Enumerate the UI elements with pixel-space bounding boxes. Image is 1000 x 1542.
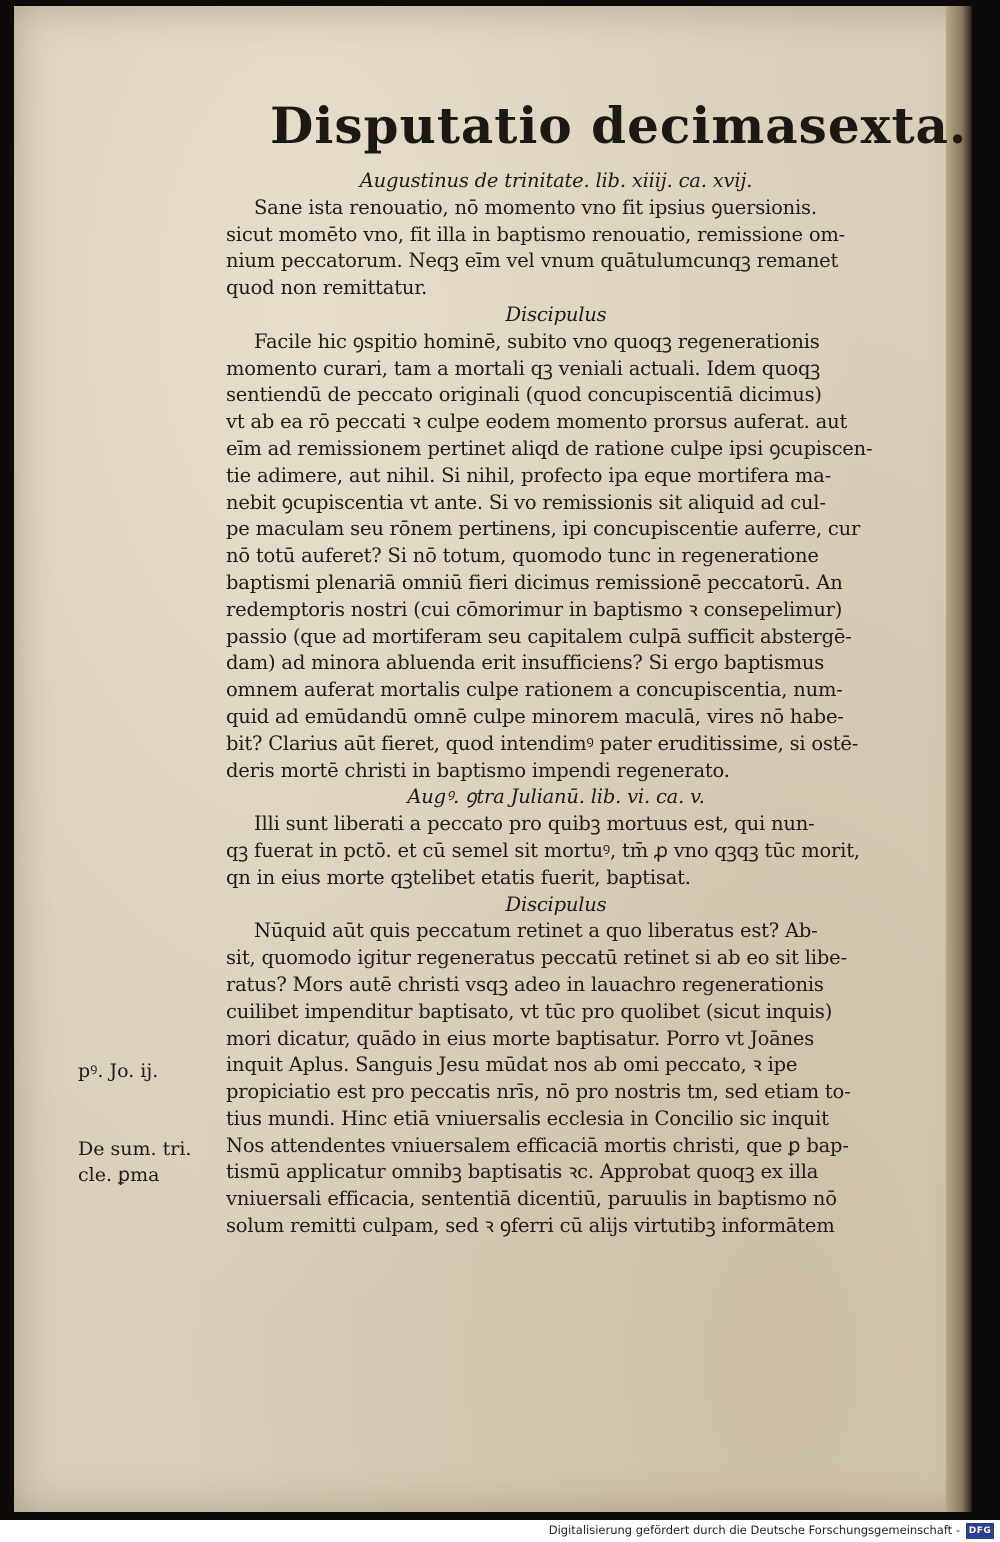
- text-line: dam) ad minora abluenda erit insufficiens? Si ergo baptismus: [226, 651, 825, 675]
- text-line: omnem auferat mortalis culpe rationem a concupiscentia, num-: [226, 678, 843, 702]
- text-line: tie adimere, aut nihil. Si nihil, profecto ipa eque mortifera ma-: [226, 463, 832, 487]
- text-line: redemptoris nostri (cui cōmorimur in baptismo ꝛ consepelimur): [226, 597, 843, 621]
- text-line: propiciatio est pro peccatis nrīs, nō pro nostris tm, sed etiam to-: [226, 1080, 851, 1104]
- text-line: bit? Clarius aūt fieret, quod intendimꝰ pater eruditissime, si ostē-: [226, 731, 859, 755]
- dfg-logo-icon: DFG: [966, 1523, 994, 1539]
- text-line: Nos attendentes vniuersalem efficaciā mortis christi, que ꝑ bap-: [226, 1133, 849, 1157]
- text-line: Sane ista renouatio, nō momento vno fit ipsius ꝯuersionis.: [254, 195, 817, 219]
- text-line: Facile hic ꝯspitio hominē, subito vno quoqꝫ regenerationis: [254, 329, 820, 353]
- text-line: tius mundi. Hinc etiā vniuersalis ecclesia in Concilio sic inquit: [226, 1106, 829, 1130]
- source-citation: Augꝰ. ꝯtra Julianū. lib. vi. ca. v.: [407, 785, 705, 809]
- text-line: sicut momēto vno, fit illa in baptismo renouatio, remissione om-: [226, 222, 846, 246]
- text-line: vt ab ea rō peccati ꝛ culpe eodem momento prorsus auferat. aut: [226, 410, 848, 434]
- text-line: nebit ꝯcupiscentia vt ante. Si vo remissionis sit aliquid ad cul-: [226, 490, 826, 514]
- text-line: eīm ad remissionem pertinet aliqd de ratione culpe ipsi ꝯcupiscen-: [226, 436, 873, 460]
- text-line: pe maculam seu rōnem pertinens, ipi concupiscentie auferre, cur: [226, 517, 861, 541]
- speaker-heading: Discipulus: [505, 302, 607, 326]
- text-line: nium peccatorum. Neqꝫ eīm vel vnum quātulumcunqꝫ remanet: [226, 249, 839, 273]
- text-line: passio (que ad mortiferam seu capitalem culpā sufficit abstergē-: [226, 624, 852, 648]
- text-line: Illi sunt liberati a peccato pro quibꝫ mortuus est, qui nun-: [254, 812, 815, 836]
- text-line: Nūquid aūt quis peccatum retinet a quo liberatus est? Ab-: [254, 919, 818, 943]
- text-line: sit, quomodo igitur regeneratus peccatū retinet si ab eo sit libe-: [226, 946, 847, 970]
- funding-credit: Digitalisierung gefördert durch die Deutsche Forschungsgemeinschaft -: [548, 1523, 960, 1537]
- page-title: Disputatio decimasexta.: [270, 96, 968, 155]
- main-text: [226, 168, 886, 1240]
- text-line: tismū applicatur omnibꝫ baptisatis ꝛc. Approbat quoqꝫ ex illa: [226, 1160, 819, 1184]
- text-line: vniuersali efficacia, sententiā dicentiū, paruulis in baptismo nō: [226, 1187, 837, 1211]
- speaker-heading: Discipulus: [505, 892, 607, 916]
- page-gutter: [946, 6, 972, 1512]
- text-line: deris mortē christi in baptismo impendi regenerato.: [226, 758, 730, 782]
- text-line: qn in eius morte qꝫtelibet etatis fuerit, baptisat.: [226, 865, 691, 889]
- text-line: nō totū auferet? Si nō totum, quomodo tunc in regeneratione: [226, 544, 819, 568]
- text-line: ratus? Mors autē christi vsqꝫ adeo in lauachro regenerationis: [226, 972, 824, 996]
- text-line: cuilibet impenditur baptisato, vt tūc pro quolibet (sicut inquis): [226, 999, 833, 1023]
- text-line: inquit Aplus. Sanguis Jesu mūdat nos ab omi peccato, ꝛ ipe: [226, 1053, 798, 1077]
- text-line: quid ad emūdandū omnē culpe minorem maculā, vires nō habe-: [226, 704, 844, 728]
- margin-note: pꝰ. Jo. ij.: [78, 1060, 159, 1082]
- text-line: sentiendū de peccato originali (quod concupiscentiā dicimus): [226, 383, 822, 407]
- text-line: baptismi plenariā omniū fieri dicimus remissionē peccatorū. An: [226, 570, 843, 594]
- margin-note: [78, 1136, 191, 1188]
- text-line: momento curari, tam a mortali qꝫ veniali actuali. Idem quoqꝫ: [226, 356, 821, 380]
- text-line: solum remitti culpam, sed ꝛ ꝯferri cū alijs virtutibꝫ informātem: [226, 1214, 835, 1238]
- source-citation: Augustinus de trinitate. lib. xiiij. ca. xvij.: [359, 169, 753, 192]
- footer-bar: [0, 1520, 1000, 1542]
- margin-note-line: De sum. tri.: [78, 1138, 192, 1160]
- text-line: quod non remittatur.: [226, 276, 428, 300]
- text-line: mori dicatur, quādo in eius morte baptisatur. Porro vt Joānes: [226, 1026, 815, 1050]
- margin-note-line: cle. ꝑma: [78, 1164, 160, 1186]
- text-line: qꝫ fuerat in pctō. et cū semel sit mortuꝰ, tm̄ ꝓ vno qꝫqꝫ tūc morit,: [226, 838, 860, 862]
